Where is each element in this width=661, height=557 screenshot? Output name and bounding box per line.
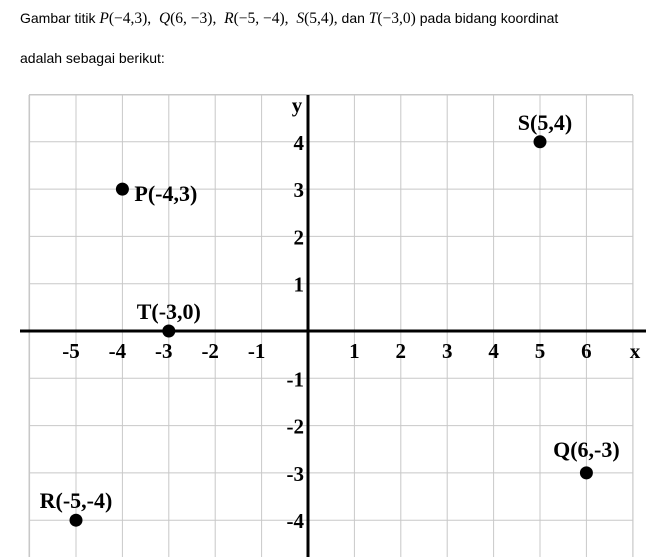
intro-text-segment: dan [337,10,369,26]
point-q-marker [580,466,593,479]
x-tick-label: 6 [581,339,592,363]
point-p-marker [116,183,129,196]
math-point-q: Q(6, −3), [158,10,217,27]
y-tick-label: 3 [293,178,304,203]
intro-text-line-2: adalah sebagai berikut: [20,50,165,66]
x-tick-label: -1 [247,339,266,363]
point-t-marker [162,325,175,338]
intro-text-segment: pada bidang koordinat [415,10,559,26]
y-tick-label: 4 [293,130,304,155]
point-s-marker [534,135,547,148]
x-tick-label: -5 [62,339,80,363]
y-tick-label: -2 [286,414,304,439]
point-t-label: T(-3,0) [136,299,201,324]
math-point-p: P(−4,3), [99,10,152,27]
point-r-marker [70,514,83,527]
point-s-label: S(5,4) [517,109,573,135]
y-tick-label: -4 [286,509,304,534]
x-tick-label: -3 [155,339,173,363]
point-q-label: Q(6,-3) [553,436,620,462]
x-tick-label: 5 [534,339,546,363]
math-point-r: R(−5, −4), [224,10,289,27]
x-tick-label: 4 [488,339,499,363]
x-axis-label: x [629,339,641,363]
y-axis-label: y [291,93,303,117]
y-tick-label: -1 [286,367,304,392]
x-tick-label: 3 [441,339,453,363]
y-tick-label: -3 [286,461,304,486]
x-tick-label: 1 [349,339,360,363]
y-tick-label: 2 [293,225,304,250]
y-tick-label: 1 [293,272,304,297]
point-r-label: R(-5,-4) [39,488,113,514]
x-tick-label: 2 [395,339,407,363]
math-point-s: S(5,4), [296,10,338,27]
x-tick-label: -4 [108,339,127,363]
point-p-label: P(-4,3) [134,181,198,207]
x-tick-label: -2 [201,339,219,363]
math-point-t: T(−3,0) [368,10,416,27]
intro-text-segment: Gambar titik [20,10,100,26]
